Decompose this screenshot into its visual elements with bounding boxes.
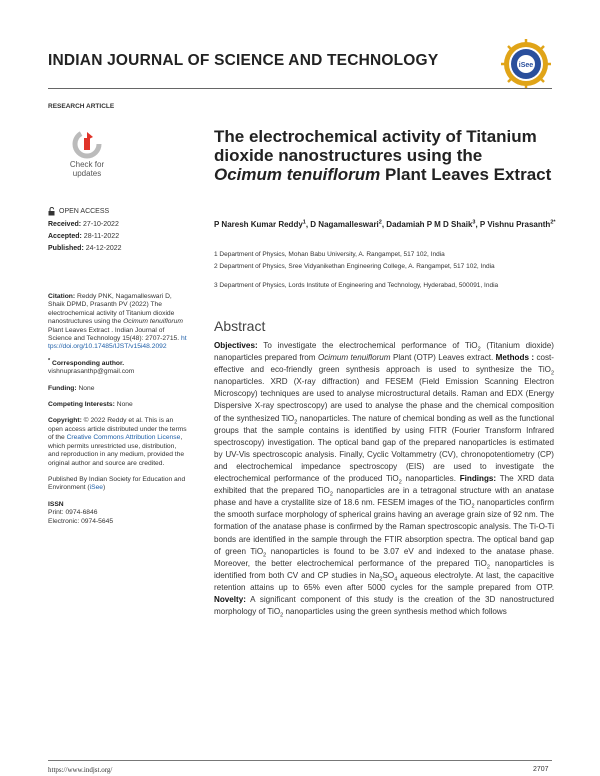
open-lock-icon <box>48 207 55 216</box>
published-date: Published: 24-12-2022 <box>48 245 122 252</box>
check-for-updates-label[interactable]: Check for updates <box>69 160 105 178</box>
page-number: 2707 <box>533 766 549 773</box>
logo-text: iSee <box>518 62 534 69</box>
author-1: P Naresh Kumar Reddy$^1$ <box>214 219 306 229</box>
corresponding-author: * Corresponding author. vishnuprasanthp@gmail.com <box>48 357 135 376</box>
journal-url-link[interactable]: https://www.indjst.org/ <box>48 766 113 774</box>
author-list: P Naresh Kumar Reddy$^1$, D Nagamalleswari$^2$, Dadamiah P M D Shaik$^3$, P Vishnu Prasanth$^{2*}$ <box>214 219 556 229</box>
author-4: P Vishnu Prasanth$^{2*}$ <box>479 219 556 229</box>
affiliation-1: 1 Department of Physics, Mohan Babu University, A. Rangampet, 517 102, India <box>214 251 445 258</box>
received-date: Received: 27-10-2022 <box>48 221 119 228</box>
affiliation-3: 3 Department of Physics, Lords Institute of Engineering and Technology, Hyderabad, 500091, India <box>214 282 499 289</box>
header-divider <box>48 88 552 89</box>
corresponding-email[interactable]: vishnuprasanthp@gmail.com <box>48 368 135 376</box>
copyright: Copyright: © 2022 Reddy et al. This is an open access article distributed under the terms of the Creative Commons Attribution License, which permits unrestricted use, distribution, and reproduction in any medium, provided the original author and source are credited. <box>48 417 187 467</box>
affiliation-2: 2 Department of Physics, Sree Vidyanikethan Engineering College, A. Rangampet, 517 102, India <box>214 263 495 270</box>
article-type: RESEARCH ARTICLE <box>48 103 115 110</box>
license-link[interactable]: Creative Commons Attribution License <box>66 434 181 442</box>
funding: Funding: None <box>48 384 95 392</box>
open-access <box>48 207 109 216</box>
journal-title: INDIAN JOURNAL OF SCIENCE AND TECHNOLOGY <box>48 52 439 69</box>
citation: Citation: Reddy PNK, Nagamalleswari D, Shaik DPMD, Prasanth PV (2022) The electrochemical activity of Titanium dioxide nanostructures using the Ocimum tenuiflorum Plant Leaves Extract . Indian Journal of Science and Technology 15(48): 2707-2715. https://doi.org/10.17485/IJST/v15i48.2092 <box>48 293 187 351</box>
issn: ISSN Print: 0974-6846 Electronic: 0974-5645 <box>48 500 114 525</box>
isee-link[interactable]: iSee <box>89 484 104 492</box>
journal-logo <box>500 38 552 90</box>
open-access-label: OPEN ACCESS <box>59 208 110 215</box>
author-3: Dadamiah P M D Shaik$^3$ <box>386 219 476 229</box>
doi-link[interactable]: https://doi.org/10.17485/IJST/v15i48.2092 <box>48 335 187 351</box>
article-info-column <box>48 293 188 526</box>
author-2: D Nagamalleswari$^2$ <box>310 219 382 229</box>
accepted-date: Accepted: 28-11-2022 <box>48 233 120 240</box>
article-title: The electrochemical activity of Titanium dioxide nanostructures using the Ocimum tenuiflorum Plant Leaves Extract <box>214 127 552 184</box>
footer-divider <box>48 760 552 761</box>
abstract-body: Objectives: To investigate the electrochemical performance of TiO$_2$ (Titanium dioxide) nanoparticles prepared from Ocimum tenuiflorum Plant (OTP) Leaves extract. Methods : cost-effective and eco-friendly green synthesis approach is used to synthesize the TiO$_2$ nanoparticles. XRD (X-ray diffraction) and FESEM (Field Emission Scanning Electron Microscopy) techniques are used to analyse microstructural details. Raman and EDX (Energy Dispersive X-ray spectroscopy) are used to analyse the phase and the chemical composition of the synthesized TiO$_2$ nanoparticles. The nature of chemical bonding as well as the functional groups that the sample contains is identified by using FITR (Fourier Transform Infrared spectroscopy) investigation. The optical band gap of the prepared nanoparticles is estimated by UV-Vis spectroscopic analysis. Finally, Cyclic Voltammetry (CV), chronopotentiometry (CP) and electrochemical impedance spectroscopy (EIS) are used to investigate the electrochemical performance of the produced TiO$_2$ nanoparticles. Findings: The XRD data exhibited that the prepared TiO$_2$ nanoparticles are in a tetragonal structure with an anatase phase and have a crystallite size of 18.6 nm. FESEM images of the TiO$_2$ nanoparticles confirm the smooth surface morphology of spherical grains having an average grain size of 92 nm. The formation of the anatase phase is confirmed by the Raman spectroscopic analysis. The Ti-O-Ti bonds are identified in the sample through the FTIR absorption spectra. The optical band gap of green TiO$_2$ nanoparticles is found to be 3.07 eV and indexed to the anatase phase. Moreover, the better electrochemical performance of the prepared TiO$_2$ nanoparticles is identified from both CV and CP studies in $Na_2SO_4$ aqueous electrolyte. At last, the capacitive retention attains up to 65% even after 5000 cycles for the sample prepared from OTP. Novelty: A significant component of this study is the creation of the 3D nanostructured morphology of TiO$_2$ nanoparticles using the green synthesis method which follows <box>214 341 555 619</box>
competing-interests: Competing Interests: None <box>48 401 133 409</box>
abstract-heading: Abstract <box>214 318 266 334</box>
publisher: Published By Indian Society for Education and Environment (iSee) <box>48 475 186 492</box>
